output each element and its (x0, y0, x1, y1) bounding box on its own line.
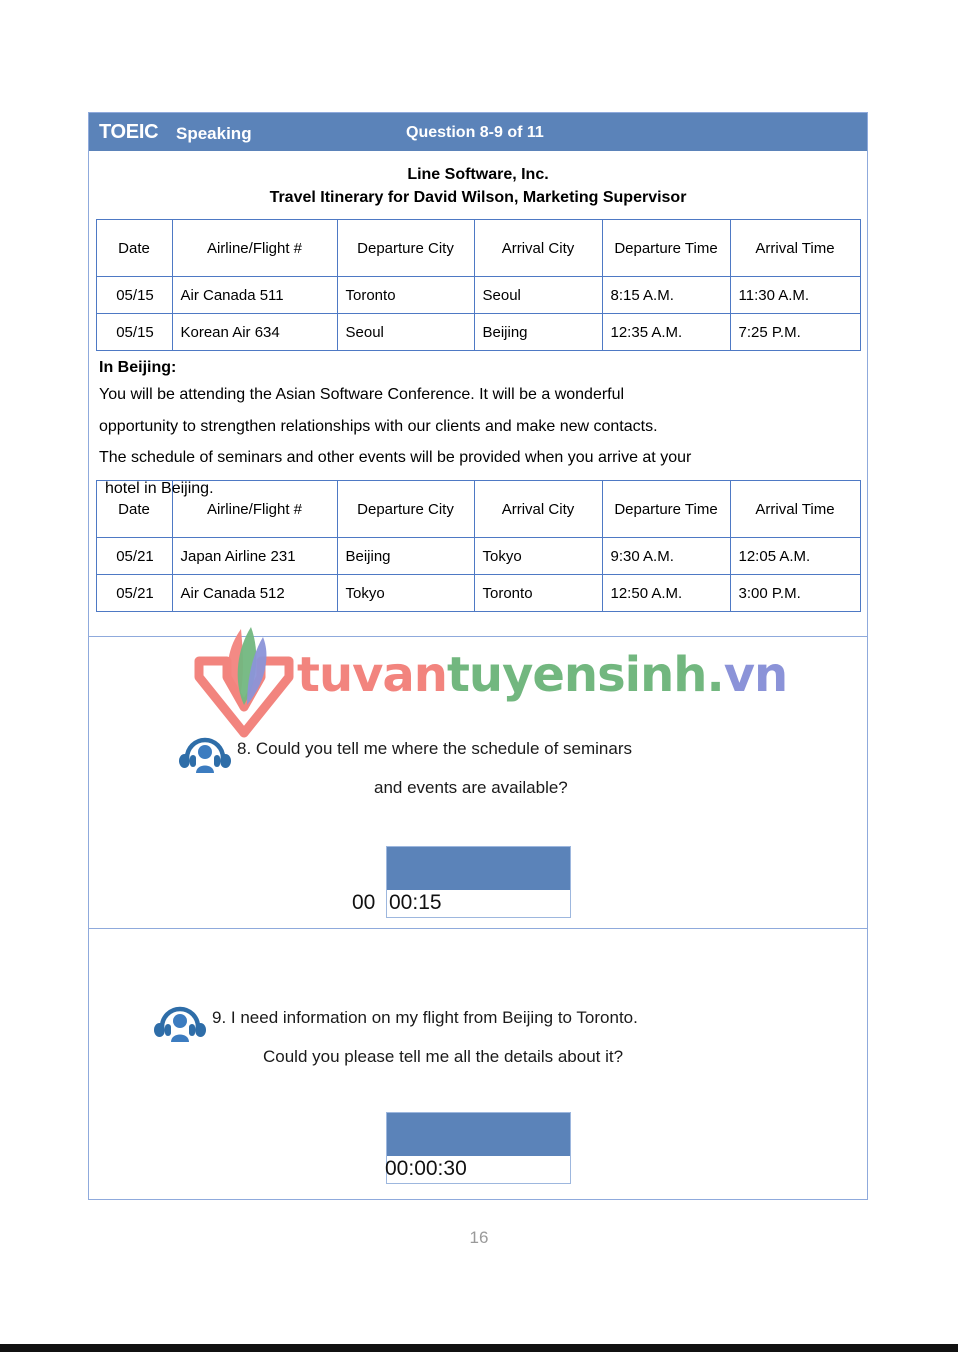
table-row (96, 314, 860, 351)
col-header-departure-city: Departure City (337, 220, 474, 277)
document-page (88, 112, 868, 1200)
bottom-edge-strip (0, 1344, 958, 1352)
table-row (96, 277, 860, 314)
cell-departure-time: 12:50 A.M. (602, 575, 730, 612)
cell-arrival-time: 12:05 A.M. (730, 538, 860, 575)
timer-value: 00:15 (389, 891, 442, 915)
question-9-timer (386, 1112, 571, 1184)
headset-icon (154, 1005, 206, 1048)
col-header-arrival-city: Arrival City (474, 220, 602, 277)
cell-flight: Air Canada 511 (172, 277, 337, 314)
toeic-header-bar (89, 113, 867, 151)
cell-arrival-city: Seoul (474, 277, 602, 314)
col-header-departure-city: Departure City (337, 481, 474, 538)
toeic-brand-label: TOEIC (99, 121, 159, 143)
question-panel-9 (89, 929, 867, 1198)
cell-departure-time: 12:35 A.M. (602, 314, 730, 351)
itinerary-heading (89, 163, 867, 209)
cell-departure-time: 9:30 A.M. (602, 538, 730, 575)
watermark-text (297, 647, 787, 703)
col-header-departure-time: Departure Time (602, 481, 730, 538)
beijing-section (89, 351, 867, 504)
tuvantuyensinh-watermark (189, 625, 788, 743)
beijing-line-3: The schedule of seminars and other events will be provided when you arrive at your (99, 448, 692, 466)
timer-progress-fill (387, 1113, 570, 1156)
question-counter: Question 8-9 of 11 (406, 124, 544, 141)
beijing-line-4: hotel in Beijing. (105, 479, 214, 497)
cell-departure-city: Toronto (337, 277, 474, 314)
cell-date: 05/15 (96, 277, 172, 314)
cell-departure-time: 8:15 A.M. (602, 277, 730, 314)
cell-arrival-city: Tokyo (474, 538, 602, 575)
beijing-line-2: opportunity to strengthen relationships with our clients and make new contacts. (99, 417, 658, 435)
company-name: Line Software, Inc. (407, 166, 549, 183)
table-row (96, 575, 860, 612)
cell-departure-city: Tokyo (337, 575, 474, 612)
col-header-flight: Airline/Flight # (172, 220, 337, 277)
cell-flight: Japan Airline 231 (172, 538, 337, 575)
cell-date: 05/21 (96, 538, 172, 575)
question-panel-8 (89, 637, 867, 928)
watermark-dot: . (706, 647, 724, 704)
col-header-date: Date (96, 220, 172, 277)
question-8-timer (352, 846, 571, 918)
table-row (96, 538, 860, 575)
timer-value: 00:00:30 (385, 1157, 467, 1181)
itinerary-subtitle: Travel Itinerary for David Wilson, Marketing Supervisor (269, 189, 687, 207)
cell-arrival-time: 7:25 P.M. (730, 314, 860, 351)
question-9-line-2: Could you please tell me all the details about it? (263, 1047, 624, 1067)
beijing-label: In Beijing: (99, 359, 177, 377)
watermark-part-3: vn (723, 647, 788, 704)
cell-departure-city: Seoul (337, 314, 474, 351)
cell-departure-city: Beijing (337, 538, 474, 575)
question-9-line-1: 9. I need information on my flight from Beijing to Toronto. (212, 1008, 638, 1028)
cell-flight: Air Canada 512 (172, 575, 337, 612)
cell-arrival-city: Toronto (474, 575, 602, 612)
cell-date: 05/21 (96, 575, 172, 612)
cell-arrival-time: 3:00 P.M. (730, 575, 860, 612)
cell-arrival-city: Beijing (474, 314, 602, 351)
question-8-line-2: and events are available? (374, 778, 568, 798)
cell-flight: Korean Air 634 (172, 314, 337, 351)
col-header-departure-time: Departure Time (602, 220, 730, 277)
section-label: Speaking (176, 124, 252, 143)
watermark-part-2: tuyensinh (446, 647, 707, 704)
itinerary-table-outbound (96, 219, 861, 351)
cell-date: 05/15 (96, 314, 172, 351)
col-header-flight: Airline/Flight # (172, 481, 337, 538)
question-8-line-1: 8. Could you tell me where the schedule of seminars (237, 739, 632, 759)
cell-arrival-time: 11:30 A.M. (730, 277, 860, 314)
headset-icon (179, 736, 231, 779)
beijing-line-1: You will be attending the Asian Software Conference. It will be a wonderful (99, 386, 625, 404)
col-header-arrival-time: Arrival Time (730, 220, 860, 277)
timer-progress-fill (387, 847, 570, 890)
timer-value-prefix: 00 (352, 891, 376, 915)
col-header-date: Date (96, 481, 172, 538)
watermark-part-1: tuvan (297, 647, 447, 704)
table-header-row (96, 220, 860, 277)
page-number: 16 (469, 1228, 489, 1247)
col-header-arrival-city: Arrival City (474, 481, 602, 538)
beijing-paragraph (99, 379, 857, 504)
watermark-flame-logo (189, 625, 299, 743)
col-header-arrival-time: Arrival Time (730, 481, 860, 538)
